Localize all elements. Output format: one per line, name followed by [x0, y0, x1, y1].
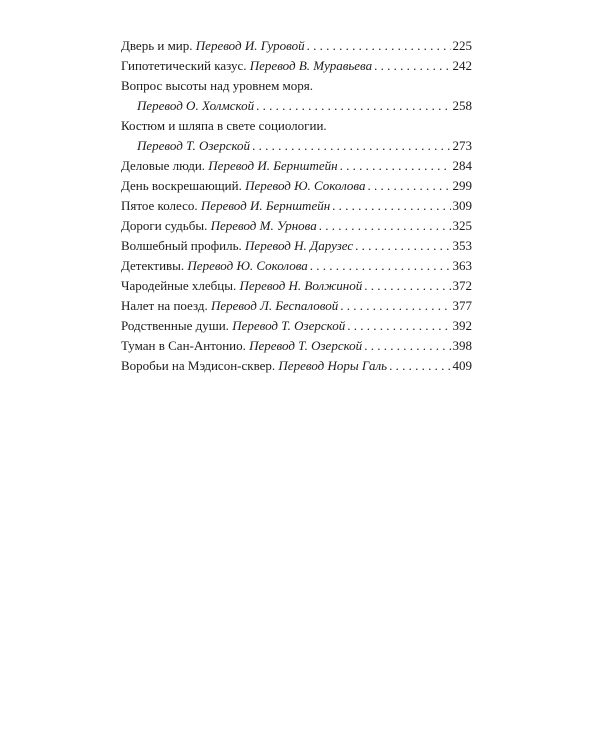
entry-title: Чародейные хлебцы.: [121, 278, 237, 293]
entry-translator: Перевод И. Бернштейн: [208, 158, 338, 173]
entry-title: Костюм и шляпа в свете социологии.: [121, 118, 327, 133]
dot-leader: [307, 36, 451, 56]
toc-entry: [121, 116, 472, 156]
entry-translator: Перевод Н. Дарузес: [245, 238, 354, 253]
entry-title: Детективы.: [121, 258, 185, 273]
dot-leader: [355, 236, 450, 256]
entry-translator: Перевод Т. Озерской: [249, 338, 363, 353]
table-of-contents: [121, 36, 472, 376]
toc-entry: [121, 356, 472, 376]
entry-translator: Перевод Ю. Соколова: [187, 258, 308, 273]
entry-title: Вопрос высоты над уровнем моря.: [121, 78, 313, 93]
toc-entry: [121, 156, 472, 176]
dot-leader: [340, 296, 450, 316]
entry-title: Родственные души.: [121, 318, 229, 333]
dot-leader: [389, 356, 450, 376]
entry-translator: Перевод И. Гуровой: [195, 38, 305, 53]
entry-translator: Перевод М. Урнова: [210, 218, 317, 233]
entry-page-number: 409: [452, 358, 472, 373]
entry-translator: Перевод Ю. Соколова: [245, 178, 366, 193]
entry-translator: Перевод Норы Галь: [278, 358, 388, 373]
toc-entry: [121, 336, 472, 356]
entry-title: Налет на поезд.: [121, 298, 208, 313]
toc-entry: [121, 276, 472, 296]
entry-translator: Перевод Т. Озерской: [232, 318, 346, 333]
entry-page-number: 258: [452, 98, 472, 113]
entry-page-number: 299: [452, 178, 472, 193]
entry-title: Гипотетический казус.: [121, 58, 247, 73]
toc-entry: [121, 36, 472, 56]
toc-entry: [121, 316, 472, 336]
toc-entry: [121, 176, 472, 196]
toc-entry: [121, 196, 472, 216]
dot-leader: [347, 316, 450, 336]
entry-page-number: 363: [452, 258, 472, 273]
entry-title: День воскрешающий.: [121, 178, 242, 193]
entry-translator: Перевод И. Бернштейн: [200, 198, 331, 213]
dot-leader: [319, 216, 451, 236]
entry-translator: Перевод В. Муравьева: [249, 58, 373, 73]
entry-page-number: 284: [452, 158, 472, 173]
entry-title: Воробьи на Мэдисон-сквер.: [121, 358, 276, 373]
entry-translator: Перевод Т. Озерской: [137, 138, 251, 153]
dot-leader: [252, 136, 450, 156]
dot-leader: [367, 176, 450, 196]
entry-translator: Перевод Л. Беспаловой: [211, 298, 339, 313]
entry-title: Туман в Сан-Антонио.: [121, 338, 246, 353]
entry-page-number: 372: [452, 278, 472, 293]
entry-title: Пятое колесо.: [121, 198, 198, 213]
dot-leader: [332, 196, 450, 216]
entry-translator: Перевод Н. Волжиной: [239, 278, 363, 293]
entry-page-number: 377: [452, 298, 472, 313]
entry-page-number: 309: [452, 198, 472, 213]
entry-page-number: 353: [452, 238, 472, 253]
dot-leader: [340, 156, 451, 176]
entry-page-number: 225: [452, 38, 472, 53]
entry-page-number: 273: [452, 138, 472, 153]
toc-entry: [121, 256, 472, 276]
dot-leader: [310, 256, 451, 276]
entry-page-number: 392: [452, 318, 472, 333]
entry-title: Дороги судьбы.: [121, 218, 208, 233]
toc-entry: [121, 296, 472, 316]
entry-title: Волшебный профиль.: [121, 238, 242, 253]
dot-leader: [256, 96, 450, 116]
entry-translator: Перевод О. Холмской: [137, 98, 255, 113]
toc-entry: [121, 56, 472, 76]
entry-page-number: 398: [452, 338, 472, 353]
toc-entry: [121, 236, 472, 256]
dot-leader: [374, 56, 450, 76]
entry-page-number: 242: [452, 58, 472, 73]
dot-leader: [364, 336, 450, 356]
dot-leader: [364, 276, 450, 296]
toc-entry: [121, 216, 472, 236]
entry-title: Дверь и мир.: [121, 38, 193, 53]
toc-entry: [121, 76, 472, 116]
entry-title: Деловые люди.: [121, 158, 206, 173]
entry-page-number: 325: [452, 218, 472, 233]
